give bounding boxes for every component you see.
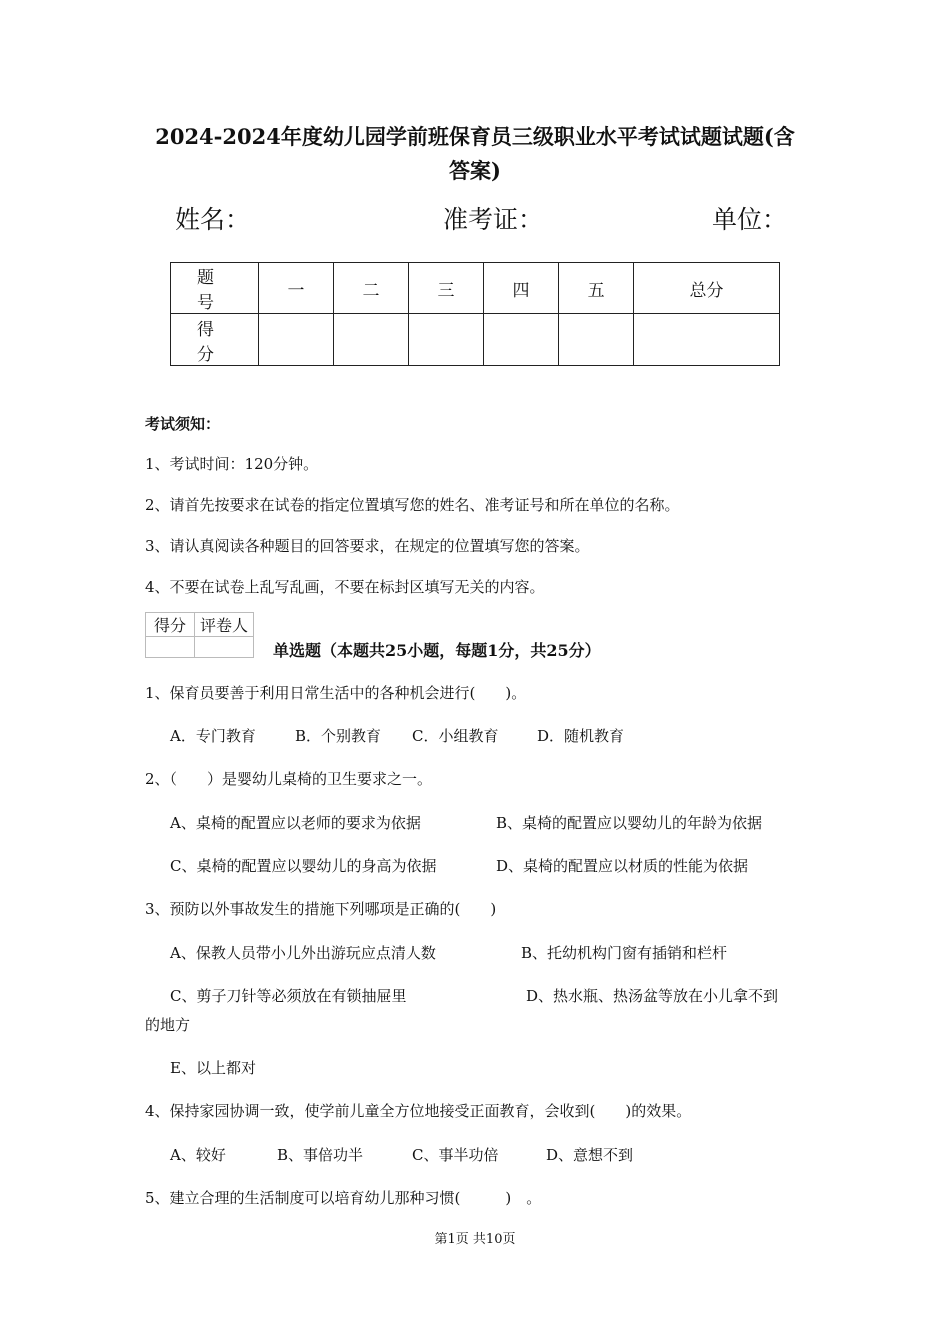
q3-option-a: A、保教人员带小儿外出游玩应点清人数 bbox=[170, 944, 436, 962]
unit-label: 单位： bbox=[712, 205, 788, 234]
q2-option-a: A、桌椅的配置应以老师的要求为依据 bbox=[170, 814, 421, 832]
grader-score-label: 得分 bbox=[146, 613, 195, 637]
score-input-cell[interactable] bbox=[409, 314, 484, 366]
q3-option-d-cont: 的地方 bbox=[145, 1016, 191, 1034]
q4-option-c: C、事半功倍 bbox=[412, 1146, 499, 1164]
question-2: 2、（ ）是婴幼儿桌椅的卫生要求之一。 bbox=[145, 770, 433, 788]
score-header-cell: 二 bbox=[334, 263, 409, 314]
score-header-cell: 总分 bbox=[634, 263, 780, 314]
q4-option-b: B、事倍功半 bbox=[277, 1146, 364, 1164]
q2-option-d: D、桌椅的配置应以材质的性能为依据 bbox=[496, 857, 749, 875]
score-input-cell[interactable] bbox=[334, 314, 409, 366]
score-input-cell[interactable] bbox=[259, 314, 334, 366]
q3-option-b: B、托幼机构门窗有插销和栏杆 bbox=[521, 944, 728, 962]
score-header-cell: 一 bbox=[259, 263, 334, 314]
q1-option-a: A．专门教育 bbox=[170, 727, 256, 745]
q3-option-c: C、剪子刀针等必须放在有锁抽屉里 bbox=[170, 987, 407, 1005]
section-heading: 单选题（本题共25小题，每题1分，共25分） bbox=[273, 641, 601, 660]
grader-score-cell[interactable] bbox=[146, 637, 195, 658]
notice-item: 4、不要在试卷上乱写乱画，不要在标封区填写无关的内容。 bbox=[145, 578, 545, 596]
grader-name-label: 评卷人 bbox=[195, 613, 254, 637]
score-input-cell[interactable] bbox=[559, 314, 634, 366]
score-table-score-row bbox=[171, 314, 780, 366]
q1-option-b: B．个别教育 bbox=[295, 727, 382, 745]
score-table-header-row bbox=[171, 263, 780, 314]
title-line-1: 2024-2024年度幼儿园学前班保育员三级职业水平考试试题试题(含 bbox=[155, 124, 795, 149]
notice-title: 考试须知： bbox=[145, 415, 221, 433]
score-header-cell: 题 号 bbox=[171, 263, 259, 314]
q2-option-c: C、桌椅的配置应以婴幼儿的身高为依据 bbox=[170, 857, 437, 875]
notice-item: 1、考试时间：120分钟。 bbox=[145, 455, 319, 473]
notice-item: 2、请首先按要求在试卷的指定位置填写您的姓名、准考证号和所在单位的名称。 bbox=[145, 496, 680, 514]
q1-option-d: D．随机教育 bbox=[537, 727, 625, 745]
question-5: 5、建立合理的生活制度可以培育幼儿那种习惯( ) 。 bbox=[145, 1189, 542, 1207]
exam-title bbox=[100, 120, 850, 188]
score-header-cell: 五 bbox=[559, 263, 634, 314]
page-footer: 第1页 共10页 bbox=[434, 1232, 516, 1247]
notice-item: 3、请认真阅读各种题目的回答要求，在规定的位置填写您的答案。 bbox=[145, 537, 590, 555]
q4-option-d: D、意想不到 bbox=[546, 1146, 634, 1164]
score-input-cell[interactable] bbox=[484, 314, 559, 366]
grader-table bbox=[145, 612, 254, 658]
name-label: 姓名： bbox=[175, 205, 251, 234]
q2-option-b: B、桌椅的配置应以婴幼儿的年龄为依据 bbox=[496, 814, 763, 832]
candidate-info-row bbox=[175, 200, 795, 240]
grader-table-header bbox=[146, 613, 254, 637]
q3-option-e: E、以上都对 bbox=[170, 1059, 256, 1077]
q1-option-c: C．小组教育 bbox=[412, 727, 499, 745]
score-row-label: 得 分 bbox=[171, 314, 259, 366]
question-3: 3、预防以外事故发生的措施下列哪项是正确的( ) bbox=[145, 900, 497, 918]
score-header-cell: 三 bbox=[409, 263, 484, 314]
grader-table-input-row bbox=[146, 637, 254, 658]
score-table bbox=[170, 262, 780, 366]
score-input-cell[interactable] bbox=[634, 314, 780, 366]
title-line-2: 答案) bbox=[449, 158, 501, 183]
exam-id-label: 准考证： bbox=[443, 205, 544, 234]
question-1: 1、保育员要善于利用日常生活中的各种机会进行( )。 bbox=[145, 684, 527, 702]
q4-option-a: A、较好 bbox=[170, 1146, 226, 1164]
question-4: 4、保持家园协调一致，使学前儿童全方位地接受正面教育，会收到( )的效果。 bbox=[145, 1102, 692, 1120]
score-header-cell: 四 bbox=[484, 263, 559, 314]
grader-name-cell[interactable] bbox=[195, 637, 254, 658]
q3-option-d: D、热水瓶、热汤盆等放在小儿拿不到 bbox=[526, 987, 779, 1005]
